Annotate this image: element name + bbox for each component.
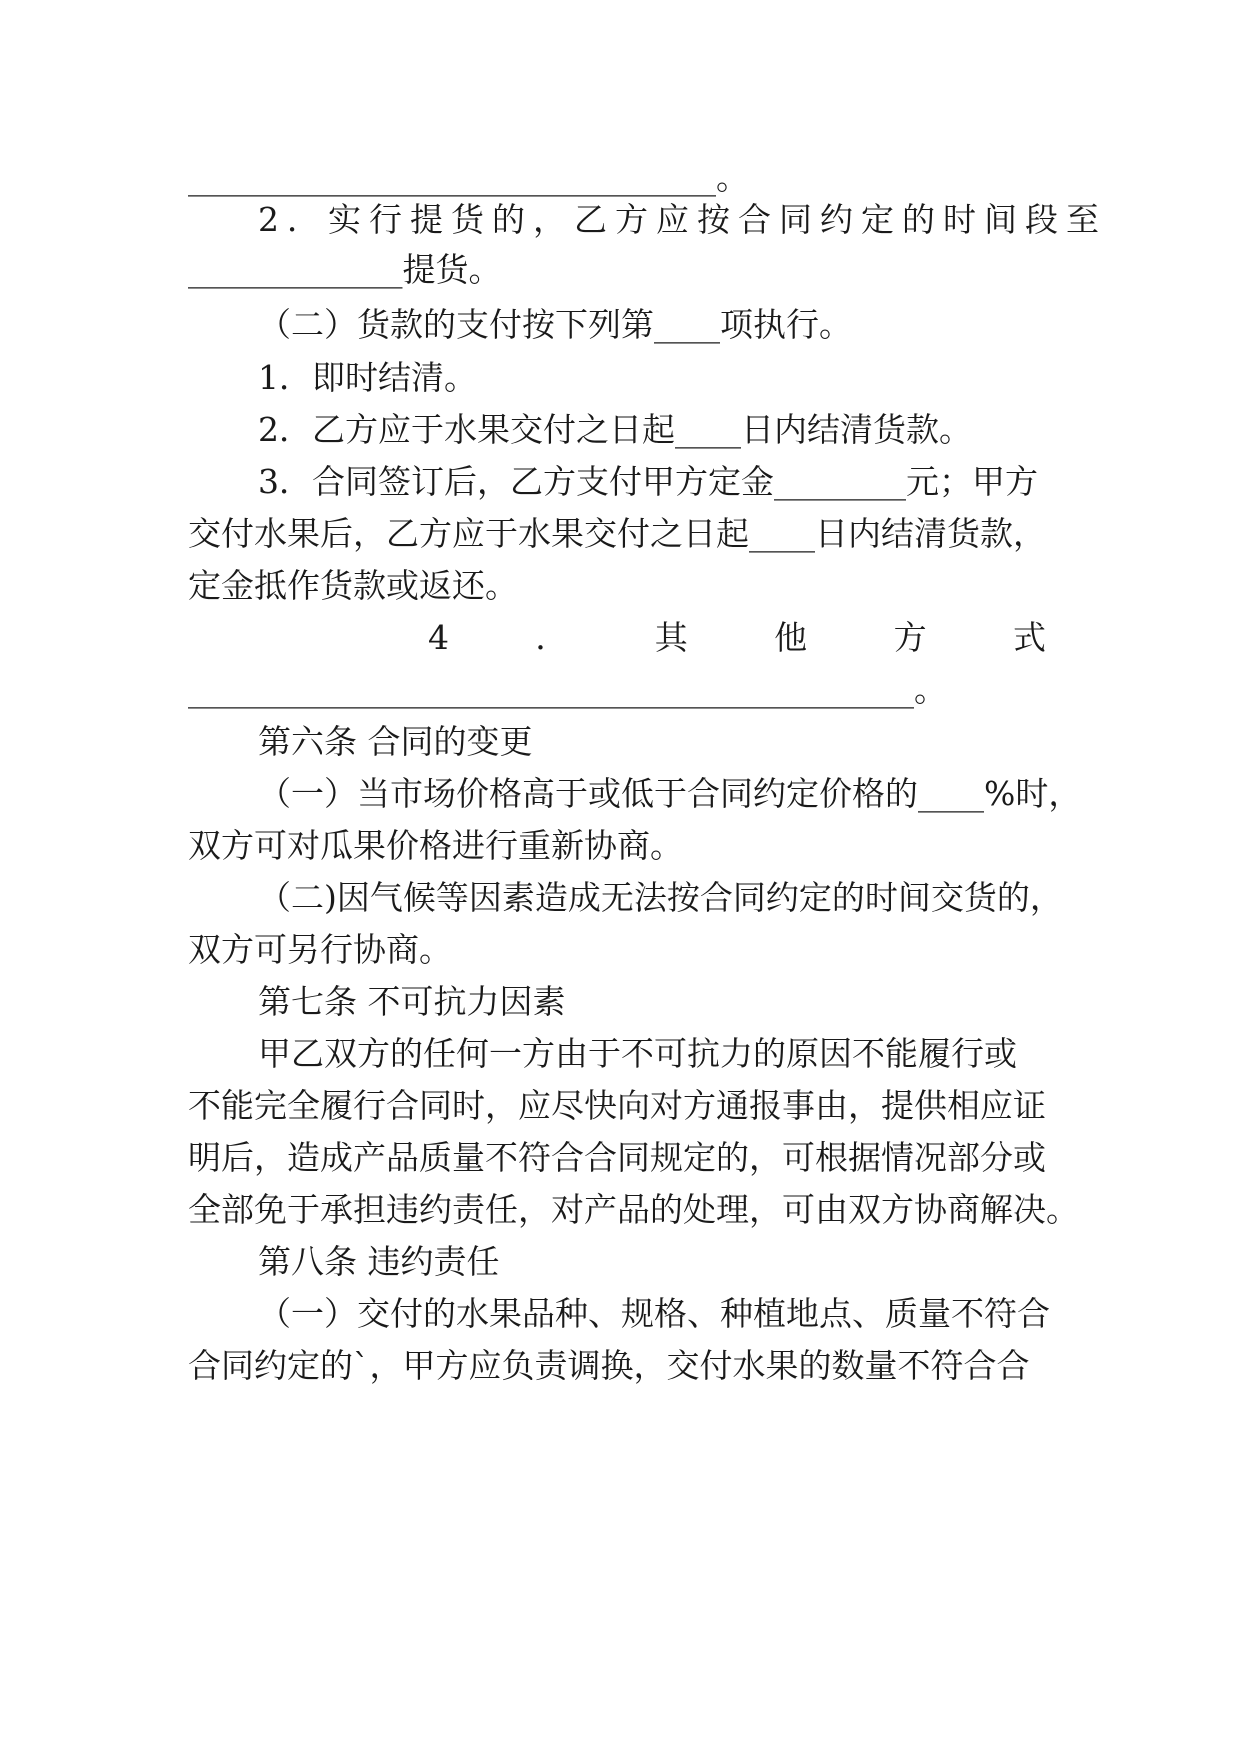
text-line: 双方可另行协商。 xyxy=(188,930,452,969)
section-heading: 第六条 合同的变更 xyxy=(258,722,533,761)
text-line: ________________________________。 xyxy=(188,158,749,197)
text-line: （二)因气候等因素造成无法按合同约定的时间交货的， xyxy=(258,878,1063,917)
section-heading: 第八条 违约责任 xyxy=(258,1242,500,1281)
text-line: 定金抵作货款或返还。 xyxy=(188,566,518,605)
text-line: 交付水果后，乙方应于水果交付之日起____日内结清货款， xyxy=(188,514,1046,553)
text-line: 双方可对瓜果价格进行重新协商。 xyxy=(188,826,683,865)
text-line: 甲乙双方的任何一方由于不可抗力的原因不能履行或 xyxy=(258,1034,1017,1073)
text-line: （一）当市场价格高于或低于合同约定价格的____%时， xyxy=(258,774,1082,813)
item-4-part: 4 xyxy=(428,618,449,657)
section-heading: 第七条 不可抗力因素 xyxy=(258,982,566,1021)
text-line: 全部免于承担违约责任，对产品的处理，可由双方协商解决。 xyxy=(188,1190,1079,1229)
item-4-part: 式 xyxy=(1012,618,1046,657)
text-line: （一）交付的水果品种、规格、种植地点、质量不符合 xyxy=(258,1294,1050,1333)
text-line: 3．合同签订后，乙方支付甲方定金________元；甲方 xyxy=(258,462,1038,501)
text-line: 2．实行提货的，乙方应按合同约定的时间段至 xyxy=(258,200,1107,239)
item-4-part: ． xyxy=(535,618,569,657)
item-4-part: 其 xyxy=(654,618,688,657)
text-line: 2．乙方应于水果交付之日起____日内结清货款。 xyxy=(258,410,972,449)
item-4-part: 方 xyxy=(893,618,927,657)
text-line: ____________________________________________。 xyxy=(188,670,947,709)
text-line: （二）货款的支付按下列第____项执行。 xyxy=(258,305,852,344)
item-4-heading xyxy=(428,618,1046,658)
text-line: _____________提货。 xyxy=(188,250,502,289)
item-4-part: 他 xyxy=(774,618,808,657)
text-line: 1．即时结清。 xyxy=(258,358,477,397)
text-line: 合同约定的`，甲方应负责调换，交付水果的数量不符合合 xyxy=(188,1346,1030,1385)
text-line: 不能完全履行合同时，应尽快向对方通报事由，提供相应证 xyxy=(188,1086,1046,1125)
text-line: 明后，造成产品质量不符合合同规定的，可根据情况部分或 xyxy=(188,1138,1046,1177)
